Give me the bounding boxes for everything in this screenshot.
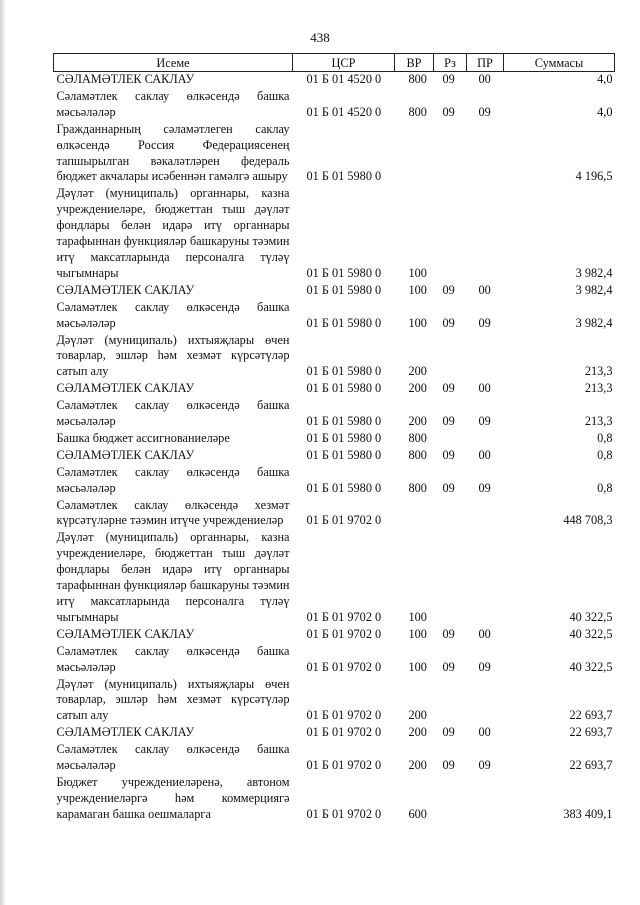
row-csr: 01 Б 01 9702 0 (306, 626, 382, 641)
row-csr: 01 Б 01 5980 0 (306, 430, 382, 445)
row-vr: 600 (408, 806, 427, 821)
row-csr: 01 Б 01 9702 0 (306, 758, 382, 773)
row-name: СӘЛАМӘТЛЕК САКЛАУ (56, 72, 195, 86)
row-vr: 100 (408, 626, 427, 641)
row-sum: 22 693,7 (569, 758, 613, 773)
row-pr: 09 (478, 315, 491, 330)
row-pr: 00 (478, 72, 491, 86)
row-vr: 800 (408, 480, 427, 495)
row-pr: 09 (478, 659, 491, 674)
row-csr: 01 Б 01 5980 0 (306, 480, 382, 495)
row-csr: 01 Б 01 5980 0 (306, 414, 382, 429)
row-rz: 09 (442, 626, 455, 641)
row-name: Дәүләт (муниципаль) ихтыяҗлары өчен товарлар, эшләр һәм хезмәт күрсәтүләр сатып алу (56, 332, 290, 379)
header-sum: Суммасы (504, 54, 615, 72)
row-rz (434, 122, 467, 187)
table-row (54, 398, 615, 431)
row-name: Бюджет учреждениеләренә, автоном учреждениеләргә һәм коммерциягә карамаган башка оешмаларга (56, 774, 290, 821)
row-vr: 800 (408, 72, 427, 86)
row-csr: 01 Б 01 9702 0 (306, 708, 382, 723)
row-sum: 383 409,1 (563, 806, 613, 821)
row-csr: 01 Б 01 5980 0 (306, 364, 382, 379)
row-rz (434, 333, 467, 382)
row-pr: 09 (478, 104, 491, 119)
row-csr: 01 Б 01 5980 0 (306, 447, 382, 462)
row-rz: 09 (442, 447, 455, 462)
row-rz: 09 (442, 414, 455, 429)
row-vr: 100 (408, 609, 427, 624)
row-sum: 448 708,3 (563, 513, 613, 528)
row-vr: 200 (408, 758, 427, 773)
table-row (54, 775, 615, 824)
row-pr (467, 122, 504, 187)
row-csr: 01 Б 01 4520 0 (306, 72, 382, 86)
row-pr: 00 (478, 282, 491, 297)
row-rz: 09 (442, 104, 455, 119)
row-rz: 09 (442, 282, 455, 297)
table-row (54, 381, 615, 398)
row-pr (467, 498, 504, 531)
row-name: Сәламәтлек саклау өлкәсендә хезмәт күрсәтүләрне тәэмин итүче учреждениеләр (56, 497, 290, 528)
row-sum: 0,8 (597, 447, 613, 462)
header-rz: Рз (434, 54, 467, 72)
row-pr (467, 775, 504, 824)
row-vr: 200 (408, 725, 427, 740)
scan-edge-shadow (0, 0, 6, 905)
row-csr: 01 Б 01 5980 0 (306, 381, 382, 396)
table-row (54, 465, 615, 498)
row-vr: 800 (408, 104, 427, 119)
row-vr: 100 (408, 282, 427, 297)
row-pr: 00 (478, 447, 491, 462)
table-row (54, 89, 615, 122)
row-name: Сәламәтлек саклау өлкәсендә башка мәсьәләләр (56, 464, 290, 495)
row-csr: 01 Б 01 5980 0 (306, 265, 382, 280)
row-name: Дәүләт (муниципаль) органнары, казна учреждениеләре, бюджеттан тыш дәүләт фондлары белән идарә итү органнары тарафыннан функцияләр башкаруны тәэмин итү максатларында персоналга түләү чыгымнары (56, 186, 290, 280)
row-vr: 100 (408, 659, 427, 674)
row-csr: 01 Б 01 5980 0 (306, 282, 382, 297)
row-rz: 09 (442, 758, 455, 773)
row-rz (434, 677, 467, 726)
row-sum: 0,8 (597, 480, 613, 495)
row-sum: 0,8 (597, 430, 613, 445)
row-rz: 09 (442, 381, 455, 396)
row-name: Дәүләт (муниципаль) ихтыяҗлары өчен товарлар, эшләр һәм хезмәт күрсәтүләр сатып алу (56, 676, 290, 723)
header-name: Исеме (54, 54, 293, 72)
row-vr (395, 122, 434, 187)
row-pr: 09 (478, 414, 491, 429)
table-row (54, 725, 615, 742)
row-sum: 213,3 (584, 364, 613, 379)
row-csr: 01 Б 01 9702 0 (306, 659, 382, 674)
row-vr (395, 498, 434, 531)
row-sum: 4,0 (597, 104, 613, 119)
row-csr: 01 Б 01 9702 0 (306, 513, 382, 528)
table-row (54, 283, 615, 300)
row-rz: 09 (442, 72, 455, 86)
row-csr: 01 Б 01 5980 0 (306, 315, 382, 330)
row-vr: 800 (408, 430, 427, 445)
row-vr: 800 (408, 447, 427, 462)
row-pr (467, 431, 504, 448)
row-rz (434, 186, 467, 282)
row-vr: 100 (408, 265, 427, 280)
table-row (54, 333, 615, 382)
row-pr (467, 530, 504, 626)
row-name: Сәламәтлек саклау өлкәсендә башка мәсьәләләр (56, 88, 290, 119)
row-name: СӘЛАМӘТЛЕК САКЛАУ (56, 626, 195, 641)
row-vr: 100 (408, 315, 427, 330)
row-sum: 3 982,4 (575, 265, 613, 280)
row-sum: 40 322,5 (569, 609, 613, 624)
header-vr: ВР (395, 54, 434, 72)
table-row (54, 677, 615, 726)
table-row (54, 627, 615, 644)
table-row (54, 644, 615, 677)
row-sum: 213,3 (584, 381, 613, 396)
row-rz: 09 (442, 480, 455, 495)
row-name: Башка бюджет ассигнованиеләре (56, 430, 230, 445)
row-sum: 40 322,5 (569, 626, 613, 641)
row-sum: 4 196,5 (575, 169, 613, 184)
table-header-row (54, 54, 615, 72)
row-pr (467, 186, 504, 282)
row-name: Сәламәтлек саклау өлкәсендә башка мәсьәләләр (56, 742, 290, 773)
table-row (54, 530, 615, 626)
row-csr: 01 Б 01 9702 0 (306, 725, 382, 740)
row-rz: 09 (442, 725, 455, 740)
row-vr: 200 (408, 364, 427, 379)
row-rz: 09 (442, 315, 455, 330)
row-csr: 01 Б 01 5980 0 (306, 169, 382, 184)
table-row (54, 122, 615, 187)
row-name: СӘЛАМӘТЛЕК САКЛАУ (56, 282, 195, 297)
table-row (54, 498, 615, 531)
row-name: СӘЛАМӘТЛЕК САКЛАУ (56, 381, 195, 396)
row-csr: 01 Б 01 9702 0 (306, 609, 382, 624)
row-name: Сәламәтлек саклау өлкәсендә башка мәсьәләләр (56, 398, 290, 429)
table-row (54, 186, 615, 282)
row-vr: 200 (408, 414, 427, 429)
row-vr: 200 (408, 381, 427, 396)
row-name: СӘЛАМӘТЛЕК САКЛАУ (56, 725, 195, 740)
row-csr: 01 Б 01 9702 0 (306, 806, 382, 821)
row-rz (434, 530, 467, 626)
table-row (54, 448, 615, 465)
row-pr (467, 333, 504, 382)
header-pr: ПР (467, 54, 504, 72)
row-pr: 00 (478, 381, 491, 396)
row-sum: 3 982,4 (575, 282, 613, 297)
row-vr: 200 (408, 708, 427, 723)
row-name: Дәүләт (муниципаль) органнары, казна учреждениеләре, бюджеттан тыш дәүләт фондлары белән идарә итү органнары тарафыннан функцияләр башкаруны тәэмин итү максатларында персоналга түләү чыгымнары (56, 530, 290, 624)
row-pr: 09 (478, 758, 491, 773)
row-sum: 22 693,7 (569, 725, 613, 740)
table-row (54, 72, 615, 89)
row-pr: 00 (478, 626, 491, 641)
table-row (54, 742, 615, 775)
row-rz: 09 (442, 659, 455, 674)
header-csr: ЦСР (293, 54, 395, 72)
row-sum: 213,3 (584, 414, 613, 429)
table-row (54, 300, 615, 333)
row-name: СӘЛАМӘТЛЕК САКЛАУ (56, 447, 195, 462)
table-row (54, 431, 615, 448)
row-sum: 22 693,7 (569, 708, 613, 723)
row-name: Гражданнарның сәламәтлеген саклау өлкәсендә Россия Федерациясенең тапшырылган вәкаләтләрен федераль бюджет акчалары исәбеннән гамәлгә ашыру (56, 121, 290, 184)
row-pr (467, 677, 504, 726)
table-body (54, 72, 615, 824)
row-sum: 40 322,5 (569, 659, 613, 674)
budget-table (53, 53, 615, 824)
row-rz (434, 498, 467, 531)
page-number: 438 (310, 30, 330, 45)
row-sum: 3 982,4 (575, 315, 613, 330)
row-name: Сәламәтлек саклау өлкәсендә башка мәсьәләләр (56, 299, 290, 330)
row-sum: 4,0 (597, 72, 613, 86)
row-name: Сәламәтлек саклау өлкәсендә башка мәсьәләләр (56, 643, 290, 674)
row-csr: 01 Б 01 4520 0 (306, 104, 382, 119)
row-pr: 00 (478, 725, 491, 740)
row-rz (434, 431, 467, 448)
row-rz (434, 775, 467, 824)
row-pr: 09 (478, 480, 491, 495)
